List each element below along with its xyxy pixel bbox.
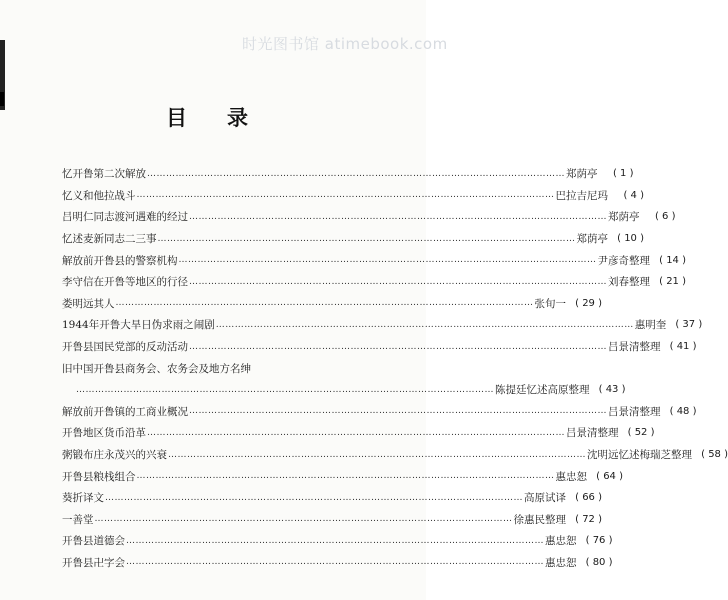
toc-entry bbox=[62, 163, 634, 185]
entry-title: 忆义和他拉战斗 bbox=[62, 189, 136, 202]
entry-page: ( 29 ) bbox=[575, 297, 602, 309]
toc-entry bbox=[62, 401, 697, 423]
entry-page: ( 14 ) bbox=[659, 254, 686, 266]
dot-leader bbox=[147, 169, 565, 179]
entry-title: 开鲁县粮栈组合 bbox=[62, 470, 136, 483]
entry-author: 尹彦奇整理 bbox=[597, 254, 650, 267]
toc-entry bbox=[62, 249, 686, 271]
entry-author: 巴拉吉尼玛 bbox=[555, 189, 608, 202]
entry-title: 吕明仁同志渡河遇难的经过 bbox=[62, 211, 188, 224]
entry-page: ( 21 ) bbox=[659, 276, 686, 288]
entry-author: 张旬一 bbox=[534, 297, 566, 310]
entry-title: 粥锻布庄永茂兴的兴衰 bbox=[62, 449, 167, 462]
toc-entry bbox=[62, 422, 655, 444]
dot-leader bbox=[137, 190, 555, 200]
dot-leader bbox=[158, 234, 576, 244]
table-of-contents bbox=[62, 163, 728, 573]
entry-title: 葵折译文 bbox=[62, 492, 104, 505]
entry-title: 解放前开鲁县的警察机构 bbox=[62, 254, 178, 267]
toc-entry-continuation bbox=[62, 379, 626, 401]
dot-leader bbox=[189, 212, 607, 222]
entry-title: 忆开鲁第二次解放 bbox=[62, 168, 146, 181]
entry-page: ( 58 ) bbox=[701, 449, 728, 461]
dot-leader bbox=[216, 320, 634, 330]
toc-entry bbox=[62, 530, 613, 552]
entry-title: 忆述麦新同志二三事 bbox=[62, 233, 157, 246]
entry-page: ( 41 ) bbox=[669, 341, 697, 353]
entry-page: ( 72 ) bbox=[575, 513, 602, 525]
entry-page: ( 48 ) bbox=[669, 405, 697, 417]
entry-author: 惠忠恕 bbox=[555, 470, 587, 483]
entry-page: ( 52 ) bbox=[627, 427, 655, 439]
dot-leader bbox=[137, 471, 555, 481]
entry-author: 吕景清整理 bbox=[608, 405, 661, 418]
dot-leader bbox=[189, 406, 607, 416]
entry-title: 开鲁县卍字会 bbox=[62, 556, 125, 569]
scan-mark bbox=[0, 92, 4, 106]
page-title: 目录 bbox=[166, 106, 288, 130]
entry-page: ( 37 ) bbox=[675, 319, 703, 331]
toc-entry bbox=[62, 444, 728, 466]
toc-entry bbox=[62, 336, 697, 358]
entry-author: 沈明远忆述梅瑞芝整理 bbox=[587, 449, 692, 462]
entry-title: 旧中国开鲁县商务会、农务会及地方名绅 bbox=[62, 362, 251, 375]
entry-title: 李守信在开鲁等地区的行径 bbox=[62, 276, 188, 289]
entry-page: ( 10 ) bbox=[617, 233, 644, 245]
entry-title: 开鲁县国民党部的反动活动 bbox=[62, 341, 188, 354]
toc-entry bbox=[62, 293, 602, 315]
dot-leader bbox=[116, 298, 534, 308]
entry-title: 开鲁地区货币沿革 bbox=[62, 427, 146, 440]
entry-title: 一善堂 bbox=[62, 513, 94, 526]
entry-author: 陈提廷忆述高原整理 bbox=[495, 384, 590, 397]
entry-author: 徐惠民整理 bbox=[513, 513, 566, 526]
toc-entry bbox=[62, 552, 613, 574]
toc-entry bbox=[62, 357, 394, 379]
dot-leader bbox=[76, 385, 494, 395]
entry-author: 郑荫亭 bbox=[566, 168, 598, 181]
entry-title: 开鲁县道德会 bbox=[62, 535, 125, 548]
entry-author: 刘春整理 bbox=[608, 276, 650, 289]
dot-leader bbox=[189, 277, 607, 287]
dot-leader bbox=[147, 428, 565, 438]
watermark: 时光图书馆 atimebook.com bbox=[242, 35, 448, 53]
entry-title: 1944年开鲁大旱日伪求雨之闹剧 bbox=[62, 319, 215, 332]
entry-title: 解放前开鲁镇的工商业概况 bbox=[62, 405, 188, 418]
entry-page: ( 4 ) bbox=[623, 189, 644, 201]
entry-page: ( 80 ) bbox=[585, 556, 613, 568]
dot-leader bbox=[189, 342, 607, 352]
dot-leader bbox=[179, 255, 597, 265]
entry-author: 惠忠恕 bbox=[545, 556, 577, 569]
dot-leader bbox=[126, 536, 544, 546]
entry-author: 惠明奎 bbox=[634, 319, 667, 332]
entry-author: 吕景清整理 bbox=[566, 427, 619, 440]
toc-entry bbox=[62, 271, 686, 293]
dot-leader bbox=[168, 450, 586, 460]
toc-entry bbox=[62, 509, 602, 531]
entry-page: ( 1 ) bbox=[612, 168, 634, 180]
entry-page: ( 6 ) bbox=[654, 211, 676, 223]
entry-author: 惠忠恕 bbox=[545, 535, 577, 548]
toc-entry bbox=[62, 314, 703, 336]
entry-title: 娄明远其人 bbox=[62, 297, 115, 310]
toc-entry bbox=[62, 228, 644, 250]
toc-entry bbox=[62, 185, 644, 207]
entry-author: 郑荫亭 bbox=[608, 211, 640, 224]
dot-leader bbox=[95, 514, 513, 524]
entry-page: ( 76 ) bbox=[585, 535, 613, 547]
entry-author: 高原试译 bbox=[524, 492, 566, 505]
entry-author: 吕景清整理 bbox=[608, 341, 661, 354]
dot-leader bbox=[126, 557, 544, 567]
toc-entry bbox=[62, 465, 623, 487]
toc-entry bbox=[62, 487, 602, 509]
entry-page: ( 64 ) bbox=[596, 470, 623, 482]
dot-leader bbox=[105, 493, 523, 503]
entry-page: ( 43 ) bbox=[598, 384, 626, 396]
entry-author: 郑荫亭 bbox=[576, 233, 608, 246]
toc-entry bbox=[62, 206, 676, 228]
entry-page: ( 66 ) bbox=[575, 492, 602, 504]
